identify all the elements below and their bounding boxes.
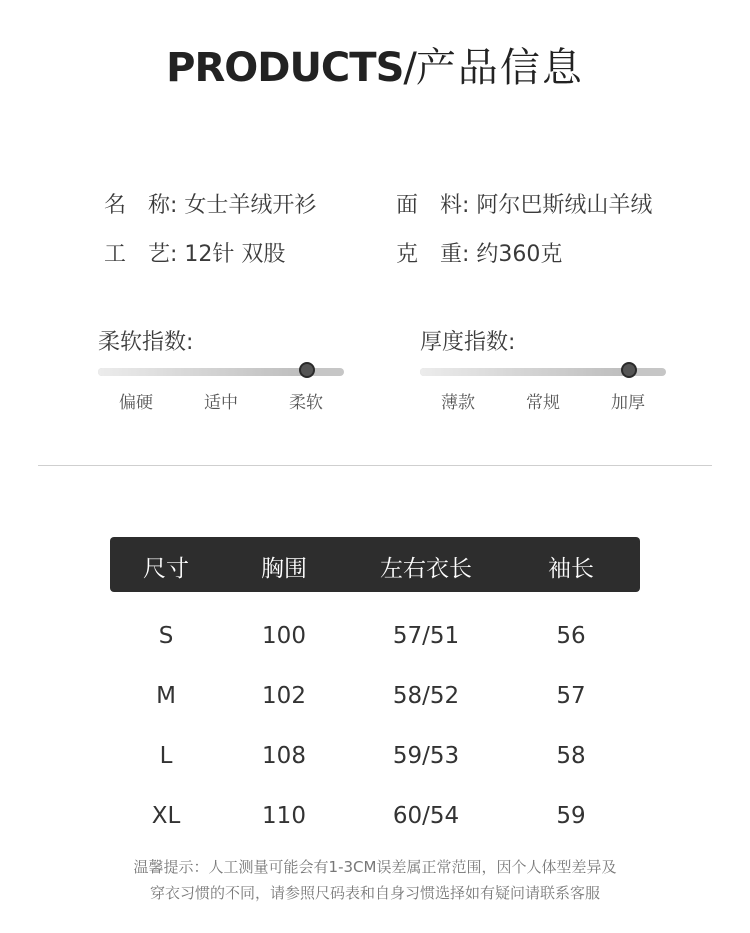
title-cn: 产品信息: [415, 45, 584, 91]
cell-size: L: [159, 743, 173, 769]
table-row: [110, 797, 640, 837]
cell-length: 58/52: [392, 683, 460, 709]
softness-label: 柔软指数:: [98, 330, 194, 355]
cell-size: M: [156, 683, 176, 709]
thickness-tick-3: 加厚: [611, 393, 645, 413]
cell-length: 59/53: [392, 743, 460, 769]
table-row: [110, 617, 640, 657]
thickness-fill: [420, 368, 629, 376]
craft-label: 工 艺:: [104, 242, 178, 267]
name-label: 名 称:: [104, 193, 178, 218]
cell-chest: 108: [262, 743, 306, 769]
title-separator: /: [403, 45, 416, 91]
info-craft: [104, 237, 285, 268]
cell-size: XL: [151, 803, 181, 829]
thickness-slider: [420, 368, 666, 376]
softness-tick-2: 适中: [204, 393, 238, 413]
thickness-tick-2: 常规: [526, 393, 560, 413]
header-chest: 胸围: [261, 556, 307, 582]
softness-tick-1: 偏硬: [119, 393, 153, 413]
cell-sleeve: 57: [556, 683, 586, 709]
cell-length: 57/51: [392, 623, 460, 649]
cell-sleeve: 59: [556, 803, 586, 829]
softness-knob: [299, 362, 315, 378]
cell-chest: 110: [262, 803, 306, 829]
info-fabric: [396, 188, 652, 219]
weight-value: 约360克: [476, 242, 563, 267]
table-row: [110, 677, 640, 717]
thickness-label: 厚度指数:: [420, 330, 516, 355]
info-name: [104, 188, 316, 219]
header-size: 尺寸: [143, 556, 189, 582]
title-en: PRODUCTS: [166, 45, 404, 91]
header-length: 左右衣长: [380, 556, 472, 582]
header-sleeve: 袖长: [548, 556, 594, 582]
fabric-label: 面 料:: [396, 193, 470, 218]
cell-chest: 100: [262, 623, 306, 649]
softness-fill: [98, 368, 307, 376]
thickness-tick-1: 薄款: [441, 393, 475, 413]
cell-sleeve: 58: [556, 743, 586, 769]
note-line-1: 温馨提示：人工测量可能会有1-3CM误差属正常范围，因个人体型差异及: [133, 858, 617, 876]
name-value: 女士羊绒开衫: [184, 193, 317, 218]
table-row: [110, 737, 640, 777]
fabric-value: 阿尔巴斯绒山羊绒: [476, 193, 653, 218]
info-weight: [396, 237, 562, 268]
thickness-knob: [621, 362, 637, 378]
page-title: [0, 36, 750, 93]
size-table-header: [110, 537, 640, 592]
cell-chest: 102: [262, 683, 306, 709]
cell-length: 60/54: [392, 803, 460, 829]
weight-label: 克 重:: [396, 242, 470, 267]
craft-value: 12针 双股: [184, 242, 286, 267]
section-divider: [38, 465, 712, 466]
note-line-2: 穿衣习惯的不同，请参照尺码表和自身习惯选择如有疑问请联系客服: [149, 884, 600, 902]
softness-slider: [98, 368, 344, 376]
cell-size: S: [158, 623, 174, 649]
softness-tick-3: 柔软: [289, 393, 323, 413]
cell-sleeve: 56: [556, 623, 586, 649]
